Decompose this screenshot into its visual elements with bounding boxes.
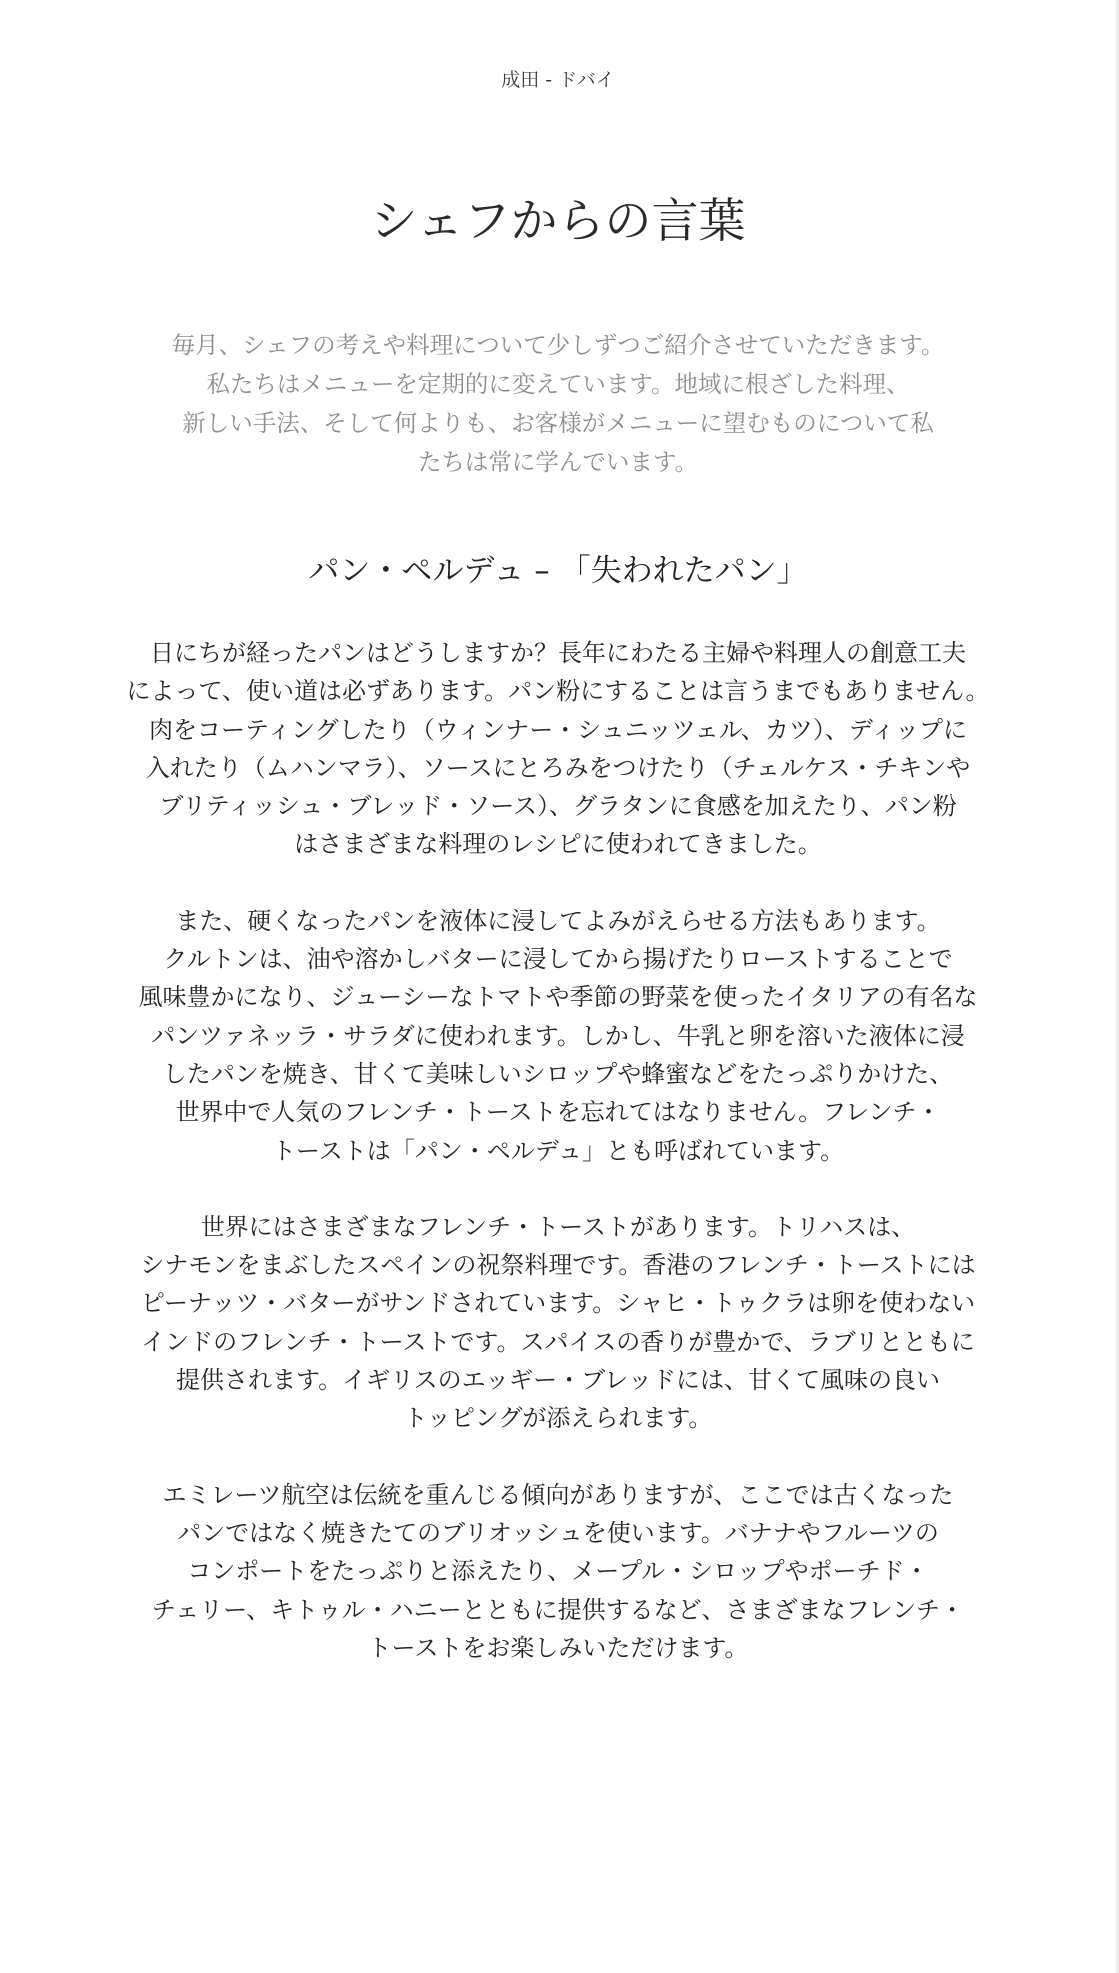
paragraph-line: インドのフレンチ・トーストです。スパイスの香りが豊かで、ラブリとともに bbox=[141, 1327, 975, 1356]
article-heading: パン・ペルデュ – 「失われたパン」 bbox=[308, 553, 808, 589]
intro-line: たちは常に学んでいます。 bbox=[417, 448, 699, 476]
article-paragraph-emirates bbox=[72, 1476, 1044, 1667]
paragraph-line: エミレーツ航空は伝統を重んじる傾向がありますが、ここでは古くなった bbox=[162, 1480, 954, 1509]
paragraph-line: パンツァネッラ・サラダに使われます。しかし、牛乳と卵を溶いた液体に浸 bbox=[151, 1021, 965, 1050]
paragraph-line: はさまざまな料理のレシピに使われてきました。 bbox=[294, 830, 822, 859]
paragraph-line: コンポートをたっぷりと添えたり、メープル・シロップやポーチド・ bbox=[187, 1557, 929, 1586]
paragraph-line: 肉をコーティングしたり（ウィンナー・シュニッツェル、カツ）、ディップに bbox=[149, 715, 967, 744]
paragraph-line: ブリティッシュ・ブレッド・ソース）、グラタンに食感を加えたり、パン粉 bbox=[159, 792, 957, 821]
paragraph-line: によって、使い道は必ずあります。パン粉にすることは言うまでもありません。 bbox=[126, 677, 990, 706]
paragraph-line: クルトンは、油や溶かしバターに浸してから揚げたりローストすることで bbox=[163, 945, 953, 974]
paragraph-line: また、硬くなったパンを液体に浸してよみがえらせる方法もあります。 bbox=[175, 906, 941, 935]
paragraph-line: 世界中で人気のフレンチ・トーストを忘れてはなりません。フレンチ・ bbox=[175, 1098, 941, 1127]
article-paragraph-stale-bread bbox=[72, 634, 1044, 864]
intro-line: 私たちはメニューを定期的に変えています。地域に根ざした料理、 bbox=[206, 370, 910, 398]
paragraph-line: トッピングが添えられます。 bbox=[403, 1404, 713, 1433]
paragraph-line: 提供されます。イギリスのエッギー・ブレッドには、甘くて風味の良い bbox=[176, 1366, 940, 1395]
paragraph-line: トーストをお楽しみいただけます。 bbox=[367, 1633, 749, 1662]
paragraph-line: したパンを焼き、甘くて美味しいシロップや蜂蜜などをたっぷりかけた、 bbox=[162, 1059, 954, 1088]
paragraph-line: トーストは「パン・ペルデュ」とも呼ばれています。 bbox=[271, 1136, 845, 1165]
article-paragraph-french-toast bbox=[72, 902, 1044, 1170]
paragraph-line: 入れたり（ムハンマラ）、ソースにとろみをつけたり（チェルケス・チキンや bbox=[145, 753, 971, 782]
paragraph-line: ピーナッツ・バターがサンドされています。シャヒ・トゥクラは卵を使わない bbox=[140, 1289, 976, 1318]
article-body bbox=[72, 634, 1044, 1705]
paragraph-line: 世界にはさまざまなフレンチ・トーストがあります。トリハスは、 bbox=[200, 1212, 916, 1241]
intro-text bbox=[90, 326, 1026, 482]
paragraph-line: 風味豊かになり、ジューシーなトマトや季節の野菜を使ったイタリアの有名な bbox=[138, 983, 978, 1012]
route-label: 成田 - ドバイ bbox=[501, 69, 615, 91]
paragraph-line: チェリー、キトゥル・ハニーとともに提供するなど、さまざまなフレンチ・ bbox=[151, 1595, 965, 1624]
paragraph-line: 日にちが経ったパンはどうしますか？長年にわたる主婦や料理人の創意工夫 bbox=[150, 639, 966, 667]
page-title: シェフからの言葉 bbox=[370, 194, 746, 249]
intro-line: 新しい手法、そして何よりも、お客様がメニューに望むものについて私 bbox=[182, 409, 934, 437]
article-paragraph-world-variants bbox=[72, 1208, 1044, 1438]
paragraph-line: パンではなく焼きたてのブリオッシュを使います。バナナやフルーツの bbox=[177, 1518, 939, 1547]
paragraph-line: シナモンをまぶしたスペインの祝祭料理です。香港のフレンチ・トーストには bbox=[140, 1251, 976, 1280]
intro-line: 毎月、シェフの考えや料理について少しずつご紹介させていただきます。 bbox=[171, 331, 945, 359]
